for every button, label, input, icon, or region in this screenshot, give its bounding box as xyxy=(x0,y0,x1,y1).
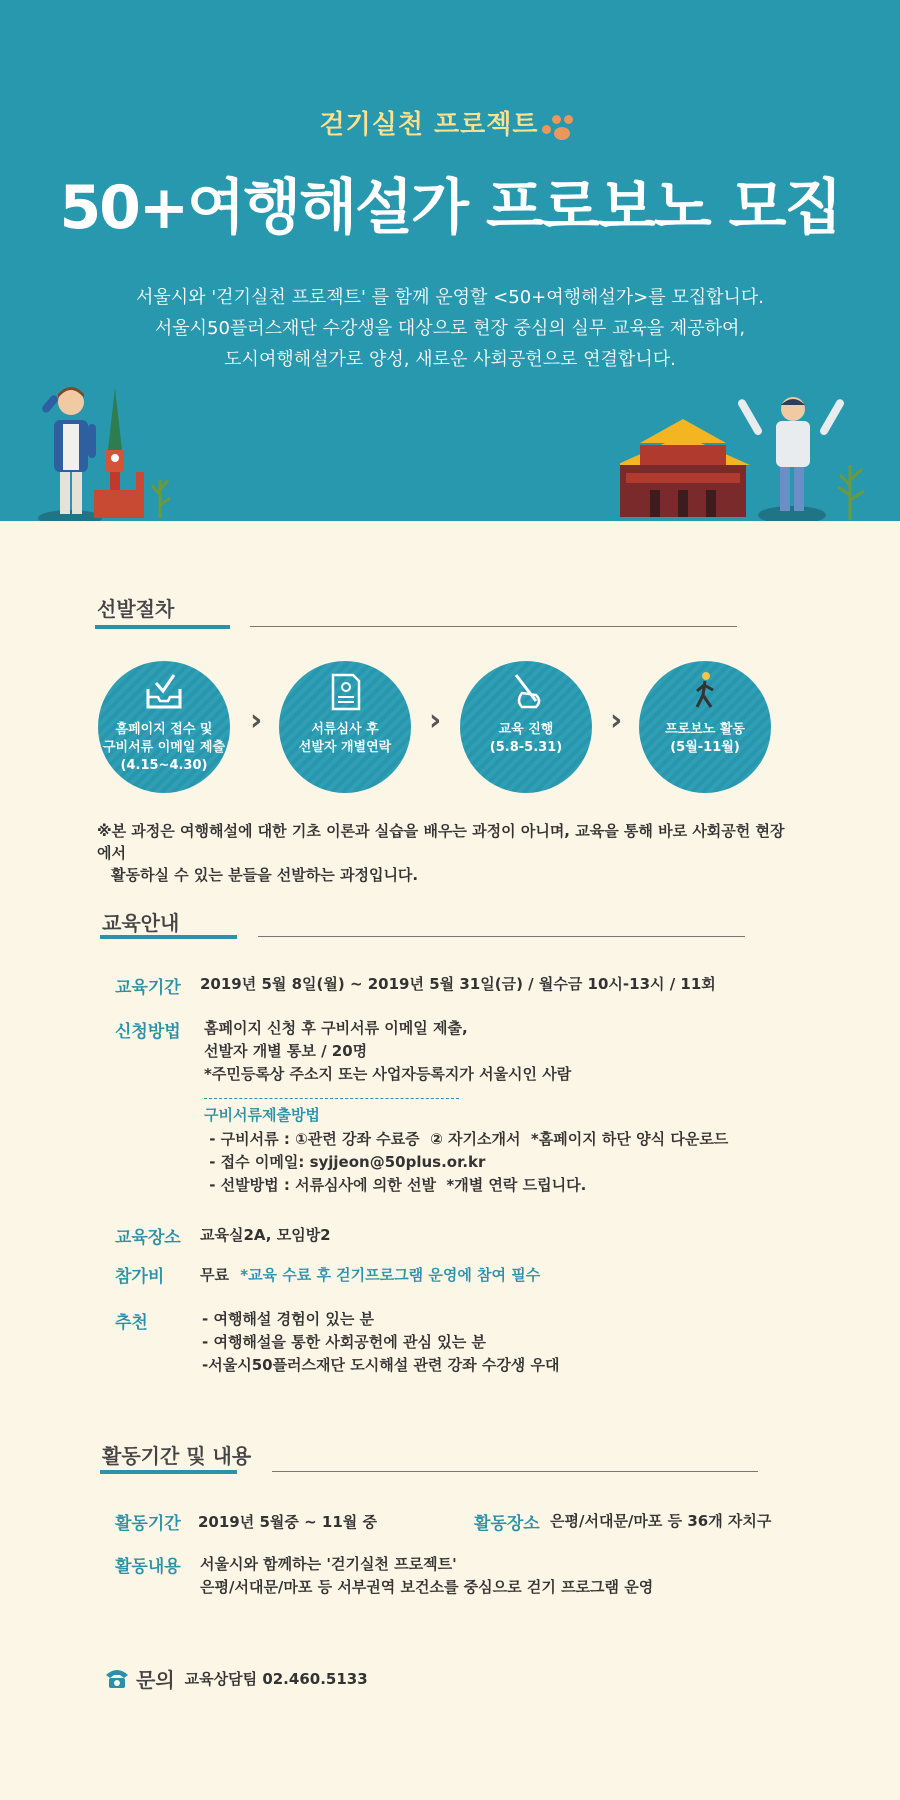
chevron-right-icon: › xyxy=(250,703,263,738)
dashed-divider xyxy=(204,1098,459,1099)
docs-title: 구비서류제출방법 xyxy=(204,1106,320,1124)
document-icon xyxy=(279,671,411,711)
activity-period-label: 활동기간 xyxy=(115,1514,181,1534)
edu-period-label: 교육기간 xyxy=(115,978,181,998)
activity-place-label: 활동장소 xyxy=(474,1514,540,1534)
hero-banner xyxy=(0,0,900,521)
step-label: 교육 진행 (5.8-5.31) xyxy=(489,722,563,755)
edu-apply-value: 홈페이지 신청 후 구비서류 이메일 제출, 선발자 개별 통보 / 20명 *주민등록상 주소지 또는 사업자등록지가 서울시인 사람 xyxy=(204,1019,572,1083)
edu-period-value: 2019년 5월 8일(월) ~ 2019년 5월 31일(금) / 월수금 10시-13시 / 11회 xyxy=(200,975,716,993)
contact xyxy=(104,1663,368,1693)
chevron-right-icon: › xyxy=(429,703,442,738)
hero-description: 서울시와 '걷기실천 프로젝트' 를 함께 운영할 <50+여행해설가>를 모집합니다. 서울시50플러스재단 수강생을 대상으로 현장 중심의 실무 교육을 제공하여, 도시여행해설가로 양성, 새로운 사회공헌으로 연결합니다. xyxy=(135,287,765,370)
page-title: 50+여행해설가 프로보노 모집 xyxy=(59,173,841,243)
hero-subtitle: 걷기실천 프로젝트 xyxy=(0,104,900,141)
section-divider xyxy=(258,936,745,937)
docs-list: - 구비서류 : ①관련 강좌 수료증 ② 자기소개서 *홈페이지 하단 양식 다운로드 - 접수 이메일: syjjeon@50plus.or.kr - 선발방법 : 서류심사에 의한 선발 *개별 연락 드립니다. xyxy=(204,1130,729,1194)
activity-place-value: 은평/서대문/마포 등 36개 자치구 xyxy=(550,1512,772,1530)
step-review xyxy=(279,661,411,793)
step-label: 프로보노 활동 (5월-11월) xyxy=(665,722,745,755)
step-education xyxy=(460,661,592,793)
inbox-check-icon xyxy=(98,671,230,711)
edu-place-value: 교육실2A, 모임방2 xyxy=(200,1226,331,1244)
recommend-list: - 여행해설 경험이 있는 분 - 여행해설을 통한 사회공헌에 관심 있는 분 -서울시50플러스재단 도시해설 관련 강좌 수강생 우대 xyxy=(202,1310,560,1374)
section-underline xyxy=(100,1470,237,1474)
activity-content-value: 서울시와 함께하는 '걷기실천 프로젝트' 은평/서대문/마포 등 서부권역 보건소를 중심으로 걷기 프로그램 운영 xyxy=(200,1555,654,1596)
paw-icon xyxy=(540,111,580,141)
walking-person-icon xyxy=(639,671,771,711)
step-activity xyxy=(639,661,771,793)
section-underline xyxy=(95,625,230,629)
pen-hand-icon xyxy=(460,671,592,711)
section-divider xyxy=(272,1471,758,1472)
step-apply xyxy=(98,661,230,793)
section-title-education: 교육안내 xyxy=(102,911,180,935)
activity-period-value: 2019년 5월중 ~ 11월 중 xyxy=(198,1513,377,1531)
section-underline xyxy=(100,935,237,939)
fee-value: 무료 *교육 수료 후 걷기프로그램 운영에 참여 필수 xyxy=(200,1266,541,1284)
section-title-activity: 활동기간 및 내용 xyxy=(102,1444,252,1468)
fee-label: 참가비 xyxy=(115,1267,165,1287)
section-divider xyxy=(250,626,737,627)
section-title-selection: 선발절차 xyxy=(97,597,175,621)
chevron-right-icon: › xyxy=(610,703,623,738)
selection-note: ※본 과정은 여행해설에 대한 기초 이론과 실습을 배우는 과정이 아니며, 교육을 통해 바로 사회공헌 현장에서 활동하실 수 있는 분들을 선발하는 과정입니다. xyxy=(97,822,785,884)
traveler-right-illustration xyxy=(620,395,890,521)
contact-value: 교육상담팀 02.460.5133 xyxy=(184,1669,368,1688)
phone-icon xyxy=(104,1667,130,1689)
edu-apply-label: 신청방법 xyxy=(115,1022,181,1042)
email-link: - 접수 이메일: syjjeon@50plus.or.kr xyxy=(204,1153,486,1171)
edu-place-label: 교육장소 xyxy=(115,1228,181,1248)
contact-label: 문의 xyxy=(136,1667,175,1692)
activity-content-label: 활동내용 xyxy=(115,1557,181,1577)
step-label: 홈페이지 접수 및 구비서류 이메일 제출 (4.15~4.30) xyxy=(102,722,226,773)
traveler-left-illustration xyxy=(30,380,200,521)
step-label: 서류심사 후 선발자 개별연락 xyxy=(298,722,392,755)
recommend-label: 추천 xyxy=(115,1313,148,1333)
